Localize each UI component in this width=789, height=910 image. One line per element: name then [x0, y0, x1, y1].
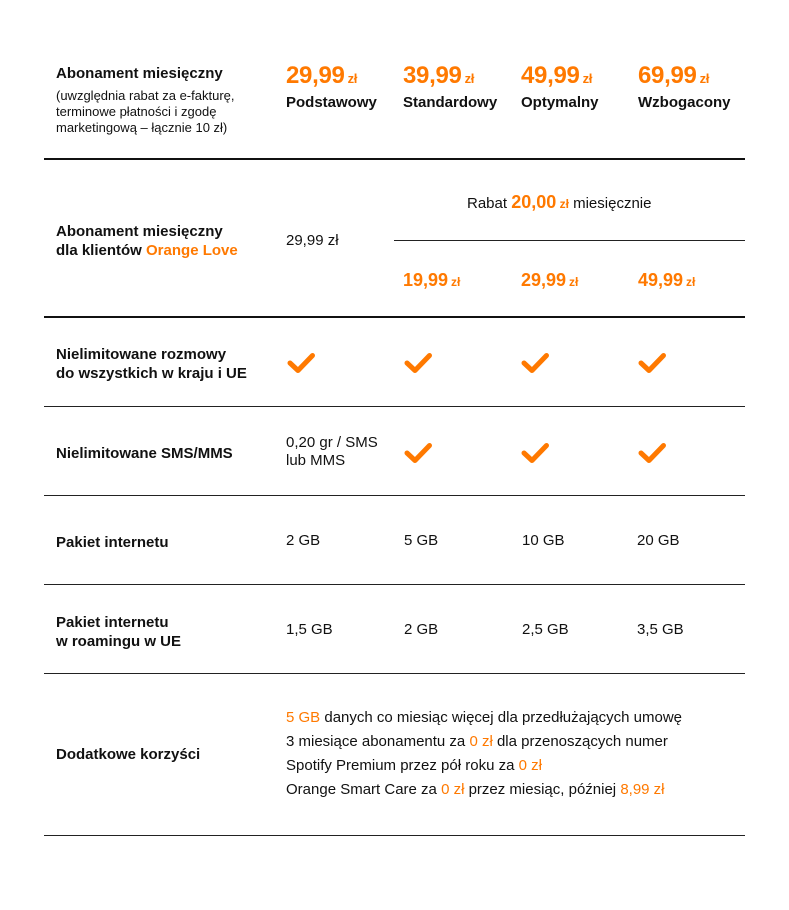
checkmark-icon	[404, 442, 432, 464]
internet-value: 2 GB	[286, 532, 321, 549]
plan-column-wzbogacony	[638, 62, 731, 111]
checkmark-icon	[521, 352, 549, 374]
sms-basic-price: 0,20 gr / SMS lub MMS	[286, 434, 378, 469]
benefits-label: Dodatkowe korzyści	[56, 746, 201, 763]
roaming-value: 1,5 GB	[286, 621, 333, 638]
checkmark-icon	[638, 352, 666, 374]
header-note-line: terminowe płatności i zgodę	[56, 104, 217, 119]
checkmark-icon	[404, 352, 432, 374]
plan-name: Wzbogacony	[638, 94, 731, 111]
sms-label: Nielimitowane SMS/MMS	[56, 445, 233, 462]
row-divider	[44, 406, 745, 407]
row-divider	[44, 495, 745, 496]
discount-divider	[394, 240, 745, 241]
roaming-value: 2 GB	[404, 621, 439, 638]
internet-value: 10 GB	[522, 532, 565, 549]
checkmark-icon	[287, 352, 315, 374]
orange-love-brand: Orange Love	[146, 242, 238, 259]
header-label: Abonament miesięczny	[56, 65, 223, 82]
plan-column-standardowy	[403, 62, 497, 111]
plan-name: Standardowy	[403, 94, 498, 111]
plan-price: 29,99 zł	[286, 62, 358, 89]
internet-label: Pakiet internetu	[56, 534, 169, 551]
orange-love-basic-price: 29,99 zł	[286, 232, 339, 249]
row-divider	[44, 673, 745, 674]
header-note-line: (uwzględnia rabat za e-fakturę,	[56, 88, 235, 103]
plan-column-podstawowy	[286, 62, 377, 111]
orange-love-label: Abonament miesięczny dla klientów Orange Love	[56, 223, 238, 259]
benefits-list	[286, 706, 682, 802]
plan-price: 39,99 zł	[403, 62, 475, 89]
row-divider	[44, 584, 745, 585]
row-divider	[44, 835, 745, 836]
benefit-line: Orange Smart Care za 0 zł przez miesiąc, później 8,99 zł	[286, 781, 665, 798]
header-note-line: marketingową – łącznie 10 zł)	[56, 120, 228, 135]
orange-love-discount: Rabat 20,00 zł miesięcznie	[467, 192, 652, 212]
orange-love-price: 29,99 zł	[521, 270, 579, 290]
orange-love-price: 49,99 zł	[638, 270, 696, 290]
plan-name: Optymalny	[521, 94, 599, 111]
roaming-label: Pakiet internetu w roamingu w UE	[56, 614, 182, 650]
row-divider	[44, 316, 745, 318]
plan-price: 49,99 zł	[521, 62, 593, 89]
benefit-line: 5 GB danych co miesiąc więcej dla przedłużających umowę	[286, 709, 683, 726]
orange-love-price: 19,99 zł	[403, 270, 461, 290]
checkmark-icon	[521, 442, 549, 464]
benefit-line: 3 miesiące abonamentu za 0 zł dla przenoszących numer	[286, 733, 668, 750]
plan-price: 69,99 zł	[638, 62, 710, 89]
plan-column-optymalny	[521, 62, 599, 111]
row-divider	[44, 158, 745, 160]
roaming-value: 2,5 GB	[522, 621, 569, 638]
benefit-line: Spotify Premium przez pół roku za 0 zł	[286, 757, 542, 774]
checkmark-icon	[638, 442, 666, 464]
header-note	[56, 88, 234, 136]
plan-name: Podstawowy	[286, 94, 377, 111]
calls-label: Nielimitowane rozmowy do wszystkich w kraju i UE	[56, 346, 247, 382]
roaming-value: 3,5 GB	[637, 621, 684, 638]
internet-value: 5 GB	[404, 532, 439, 549]
internet-value: 20 GB	[637, 532, 680, 549]
